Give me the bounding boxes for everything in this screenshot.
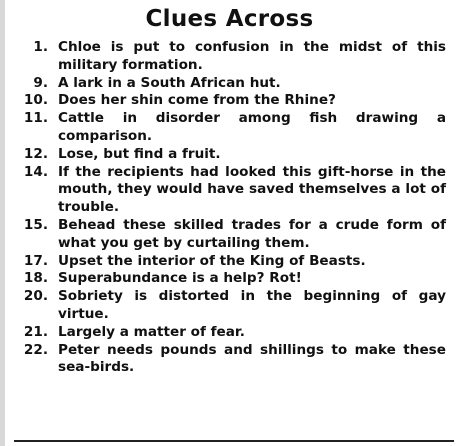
clue-text: Peter needs pounds and shillings to make these sea-birds.	[58, 341, 446, 376]
clue-text: Does her shin come from the Rhine?	[58, 92, 336, 109]
clue-text: Upset the interior of the King of Beasts.	[58, 252, 366, 269]
clue-item	[14, 92, 446, 110]
clue-item	[14, 288, 446, 324]
clue-item	[14, 324, 446, 342]
clue-item	[14, 253, 446, 271]
clue-text: Lose, but find a fruit.	[58, 145, 221, 162]
clue-item	[14, 110, 446, 146]
clue-item	[14, 270, 446, 288]
clue-number: 17.	[23, 252, 48, 269]
page-edge	[0, 0, 5, 446]
section-title: Clues Across	[145, 6, 314, 32]
clue-item	[14, 342, 446, 378]
clue-number: 20.	[23, 288, 48, 305]
clue-item	[14, 164, 446, 217]
clue-text: Sobriety is distorted in the beginning of gay virtue.	[58, 288, 446, 322]
clue-item	[14, 39, 446, 75]
clue-number: 14.	[23, 163, 48, 180]
clues-across-list	[14, 39, 446, 377]
clue-number: 18.	[23, 270, 48, 287]
clue-number: 1.	[33, 39, 48, 55]
clue-text: A lark in a South African hut.	[58, 74, 281, 91]
clue-text: Chloe is put to confusion in the midst of this military formation.	[58, 39, 446, 73]
clue-text: Behead these skilled trades for a crude form of what you get by curtailing them.	[58, 216, 446, 251]
clue-item	[14, 75, 446, 93]
clue-number: 15.	[23, 216, 48, 233]
clue-text: Largely a matter of fear.	[58, 323, 245, 340]
clue-item	[14, 146, 446, 164]
clue-text: Superabundance is a help? Rot!	[58, 270, 302, 287]
clue-number: 9.	[33, 74, 48, 91]
clue-text: Cattle in disorder among fish drawing a comparison.	[58, 110, 446, 144]
clue-number: 21.	[23, 323, 48, 340]
clue-number: 12.	[23, 145, 48, 162]
bottom-divider	[14, 440, 454, 442]
clue-item	[14, 217, 446, 253]
clue-number: 11.	[23, 110, 48, 127]
clue-text: If the recipients had looked this gift-horse in the mouth, they would have saved themselves a lot of trouble.	[58, 163, 446, 216]
clue-number: 10.	[23, 92, 48, 109]
clue-number: 22.	[23, 341, 48, 358]
